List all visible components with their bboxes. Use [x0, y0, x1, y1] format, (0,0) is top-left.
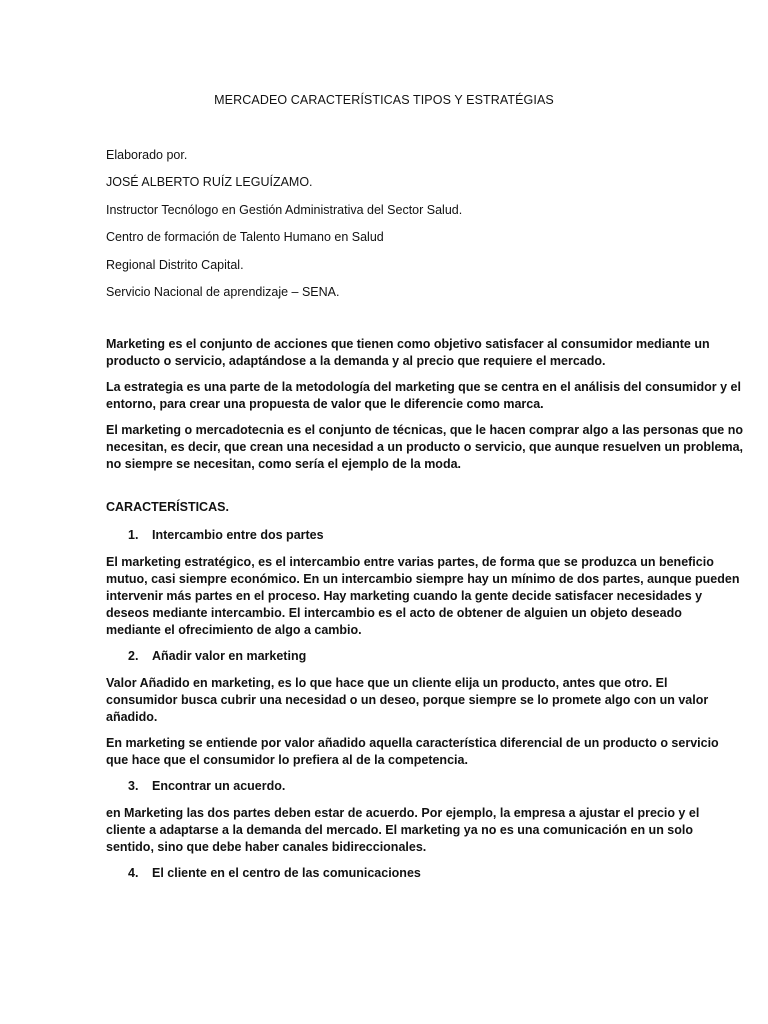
text-line: deseos mediante intercambio. El intercambio es el acto de obtener de alguien un objeto deseado	[106, 606, 682, 620]
intro-paragraph	[106, 422, 744, 473]
list-item-heading	[106, 778, 660, 795]
list-item-heading	[106, 527, 660, 544]
body-paragraph	[106, 554, 740, 639]
text-line: mediante el ofrecimiento de algo a cambio.	[106, 623, 362, 637]
text-line: en Marketing las dos partes deben estar de acuerdo. Por ejemplo, la empresa a ajustar el precio y el	[106, 806, 700, 820]
document-body	[106, 336, 744, 892]
author-line: JOSÉ ALBERTO RUÍZ LEGUÍZAMO.	[106, 175, 313, 190]
author-line: Regional Distrito Capital.	[106, 257, 244, 272]
document-title: MERCADEO CARACTERÍSTICAS TIPOS Y ESTRATÉGIAS	[214, 93, 554, 107]
author-line: Servicio Nacional de aprendizaje – SENA.	[106, 284, 340, 299]
text-line: no siempre se necesitan, como sería el ejemplo de la moda.	[106, 457, 461, 471]
list-number: 2.	[128, 649, 139, 663]
author-line: Elaborado por.	[106, 148, 188, 162]
author-block	[106, 148, 666, 312]
author-line: Centro de formación de Talento Humano en Salud	[106, 230, 384, 245]
intro-paragraph	[106, 336, 710, 370]
text-line: necesitan, es decir, que crean una necesidad a un producto o servicio, que aunque resuelven un problema,	[106, 440, 743, 454]
text-line: Valor Añadido en marketing, es lo que hace que un cliente elija un producto, antes que otro. El	[106, 676, 668, 690]
list-item-title: El cliente en el centro de las comunicaciones	[152, 866, 421, 880]
text-line: consumidor busca cubrir una necesidad o un deseo, porque siempre se lo promete algo con un valor	[106, 693, 709, 707]
text-line: La estrategia es una parte de la metodología del marketing que se centra en el análisis del consumidor y el	[106, 380, 741, 394]
list-item-title: Encontrar un acuerdo.	[152, 779, 286, 793]
text-line: cliente a adaptarse a la demanda del mercado. El marketing ya no es una comunicación en un solo	[106, 823, 693, 837]
list-item-heading	[106, 865, 660, 882]
list-number: 3.	[128, 779, 139, 793]
text-line: Marketing es el conjunto de acciones que tienen como objetivo satisfacer al consumidor mediante un	[106, 337, 710, 351]
text-line: El marketing o mercadotecnia es el conjunto de técnicas, que le hacen comprar algo a las personas que no	[106, 423, 744, 437]
text-line: que hace que el consumidor lo prefiera al de la competencia.	[106, 753, 468, 767]
body-paragraph	[106, 675, 709, 726]
list-item-heading	[106, 648, 660, 665]
text-line: En marketing se entiende por valor añadido aquella característica diferencial de un producto o servicio	[106, 736, 719, 750]
body-paragraph	[106, 805, 700, 856]
text-line: El marketing estratégico, es el intercambio entre varias partes, de forma que se produzca un beneficio	[106, 555, 714, 569]
body-paragraph	[106, 735, 719, 769]
list-item-title: Intercambio entre dos partes	[152, 528, 324, 542]
list-item-title: Añadir valor en marketing	[152, 649, 307, 663]
list-number: 4.	[128, 866, 139, 880]
characteristics-heading: CARACTERÍSTICAS.	[106, 500, 229, 514]
text-line: sentido, sino que debe haber canales bidireccionales.	[106, 840, 427, 854]
author-line: Instructor Tecnólogo en Gestión Administrativa del Sector Salud.	[106, 202, 463, 217]
text-line: entorno, para crear una propuesta de valor que le diferencie como marca.	[106, 397, 544, 411]
text-line: intervenir más partes en el proceso. Hay marketing cuando la gente decide satisfacer necesidades y	[106, 589, 703, 603]
text-line: mutuo, casi siempre económico. En un intercambio siempre hay un mínimo de dos partes, aunque pueden	[106, 572, 740, 586]
text-line: añadido.	[106, 710, 158, 724]
intro-paragraph	[106, 379, 741, 413]
list-number: 1.	[128, 528, 139, 542]
text-line: producto o servicio, adaptándose a la demanda y al precio que requiere el mercado.	[106, 354, 606, 368]
